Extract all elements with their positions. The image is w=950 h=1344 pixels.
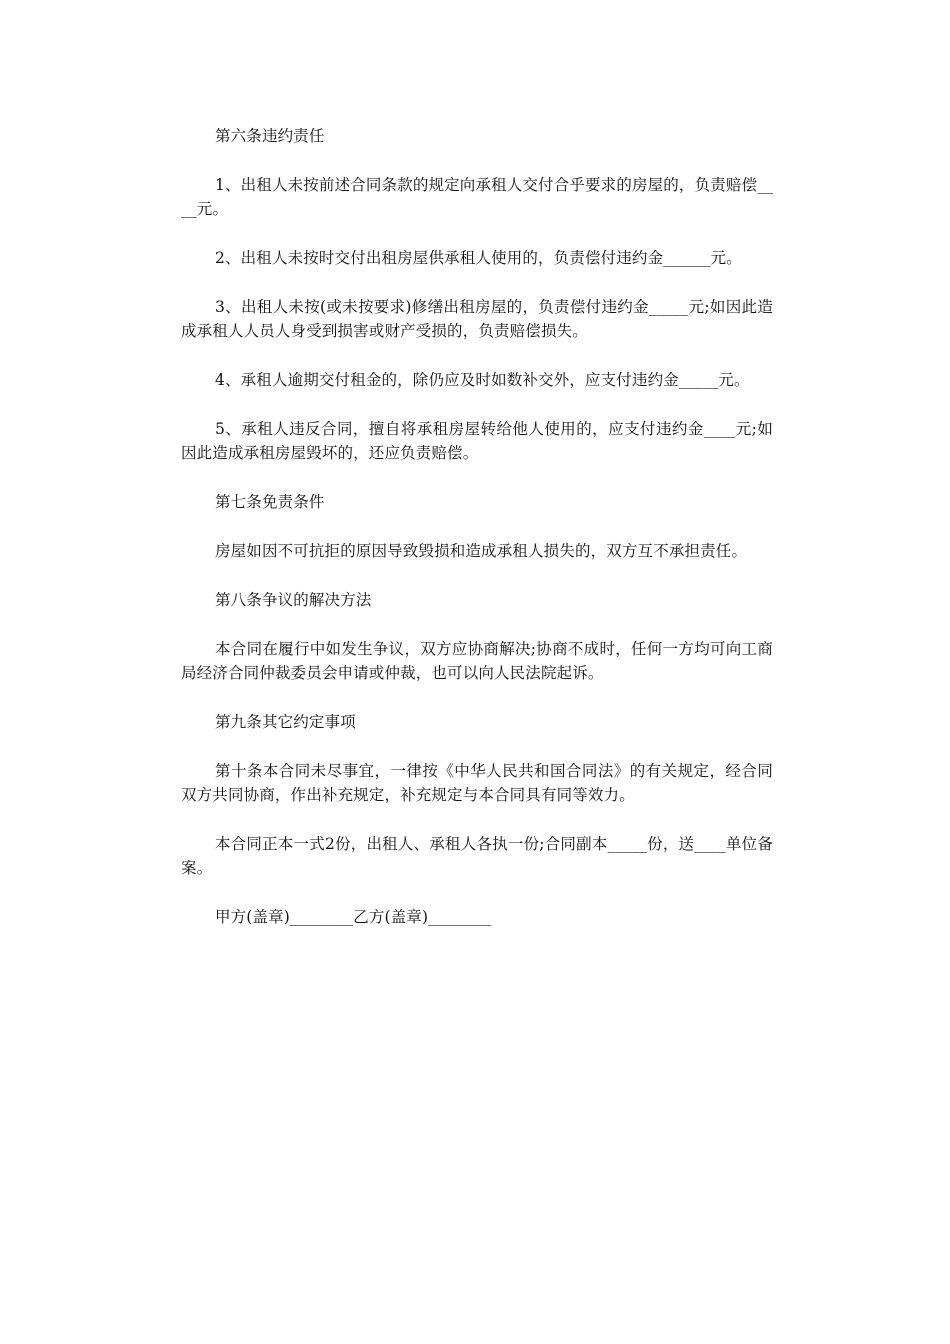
copies-text: 本合同正本一式2份，出租人、承租人各执一份;合同副本_____份，送____单位备案。 [181, 835, 773, 877]
clause-6-3: 3、出租人未按(或未按要求)修缮出租房屋的，负责偿付违约金_____元;如因此造成承租人人员人身受到损害或财产受损的，负责赔偿损失。 [181, 298, 773, 340]
document-body [181, 124, 773, 954]
clause-6-5: 5、承租人违反合同，擅自将承租房屋转给他人使用的，应支付违约金____元;如因此造成承租房屋毁坏的，还应负责赔偿。 [181, 420, 773, 462]
clause-6-2: 2、出租人未按时交付出租房屋供承租人使用的，负责偿付违约金______元。 [215, 249, 742, 267]
article-7-text: 房屋如因不可抗拒的原因导致毁损和造成承租人损失的，双方互不承担责任。 [215, 542, 748, 560]
article-8-heading: 第八条争议的解决方法 [215, 591, 372, 609]
clause-6-1: 1、出租人未按前述合同条款的规定向承租人交付合乎要求的房屋的，负责赔偿____元。 [181, 176, 773, 218]
article-8-text: 本合同在履行中如发生争议，双方应协商解决;协商不成时，任何一方均可向工商局经济合同仲裁委员会申请或仲裁，也可以向人民法院起诉。 [181, 640, 773, 682]
article-10-text: 第十条本合同未尽事宜，一律按《中华人民共和国合同法》的有关规定，经合同双方共同协商，作出补充规定，补充规定与本合同具有同等效力。 [181, 762, 773, 804]
article-7-heading: 第七条免责条件 [215, 493, 325, 511]
signature-line: 甲方(盖章)________乙方(盖章)________ [215, 908, 492, 926]
clause-6-4: 4、承租人逾期交付租金的，除仍应及时如数补交外，应支付违约金_____元。 [215, 371, 750, 389]
article-6-heading: 第六条违约责任 [215, 127, 325, 145]
article-9-heading: 第九条其它约定事项 [215, 713, 356, 731]
